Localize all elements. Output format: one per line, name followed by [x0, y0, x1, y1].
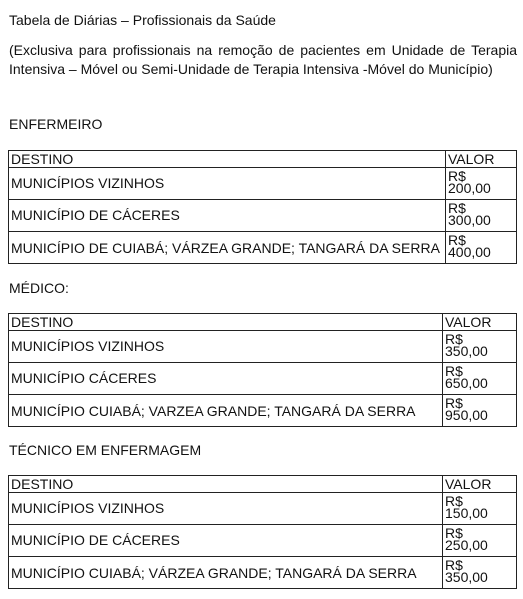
- valor-currency: R$: [445, 493, 463, 509]
- valor-cell: [446, 168, 517, 200]
- rate-table-enfermeiro: [8, 150, 517, 264]
- valor-cell: [446, 200, 517, 232]
- destino-cell: MUNICÍPIO DE CÁCERES: [9, 525, 443, 557]
- rate-table-tecnico-enfermagem: [8, 475, 517, 589]
- destino-cell: MUNICÍPIO CUIABÁ; VÁRZEA GRANDE; TANGARÁ DA SERRA: [9, 557, 443, 589]
- valor-amount: 200,00: [448, 180, 491, 196]
- valor-cell: [443, 557, 517, 589]
- valor-amount: 250,00: [445, 537, 488, 553]
- table-header-row: [9, 151, 517, 168]
- valor-amount: 300,00: [448, 212, 491, 228]
- section-heading-enfermeiro: ENFERMEIRO: [9, 116, 103, 132]
- rate-table-medico: [8, 313, 517, 427]
- column-header-destino: DESTINO: [9, 151, 446, 168]
- valor-amount: 650,00: [445, 375, 488, 391]
- valor-currency: R$: [445, 395, 463, 411]
- destino-cell: MUNICÍPIO DE CÁCERES: [9, 200, 446, 232]
- table-row: [9, 557, 517, 589]
- valor-cell: [443, 363, 517, 395]
- valor-amount: 950,00: [445, 407, 488, 423]
- section-heading-tecnico-enfermagem: TÉCNICO EM ENFERMAGEM: [9, 442, 202, 458]
- valor-currency: R$: [445, 557, 463, 573]
- valor-currency: R$: [448, 168, 466, 184]
- table-header-row: [9, 314, 517, 331]
- document-title: Tabela de Diárias – Profissionais da Saúde: [9, 12, 276, 28]
- valor-amount: 350,00: [445, 569, 488, 585]
- valor-amount: 350,00: [445, 343, 488, 359]
- valor-currency: R$: [445, 331, 463, 347]
- column-header-valor: VALOR: [443, 476, 517, 493]
- destino-cell: MUNICÍPIO CÁCERES: [9, 363, 443, 395]
- destino-cell: MUNICÍPIOS VIZINHOS: [9, 331, 443, 363]
- destino-cell: MUNICÍPIOS VIZINHOS: [9, 168, 446, 200]
- table-row: [9, 493, 517, 525]
- valor-cell: [443, 525, 517, 557]
- valor-currency: R$: [448, 232, 466, 248]
- destino-cell: MUNICÍPIO CUIABÁ; VARZEA GRANDE; TANGARÁ DA SERRA: [9, 395, 443, 427]
- column-header-destino: DESTINO: [9, 476, 443, 493]
- table-row: [9, 200, 517, 232]
- valor-cell: [443, 493, 517, 525]
- valor-amount: 400,00: [448, 244, 491, 260]
- valor-cell: [446, 232, 517, 264]
- valor-cell: [443, 331, 517, 363]
- valor-currency: R$: [445, 525, 463, 541]
- column-header-valor: VALOR: [446, 151, 517, 168]
- table-header-row: [9, 476, 517, 493]
- valor-amount: 150,00: [445, 505, 488, 521]
- table-row: [9, 168, 517, 200]
- document-subtitle: (Exclusiva para profissionais na remoção de pacientes em Unidade de Terapia Intensiva – Móvel ou Semi-Unidade de Terapia Intensiva -Móvel do Município): [9, 42, 517, 77]
- table-row: [9, 363, 517, 395]
- table-row: [9, 395, 517, 427]
- table-row: [9, 232, 517, 264]
- valor-cell: [443, 395, 517, 427]
- section-heading-medico: MÉDICO:: [9, 280, 69, 296]
- destino-cell: MUNICÍPIO DE CUIABÁ; VÁRZEA GRANDE; TANGARÁ DA SERRA: [9, 232, 446, 264]
- destino-cell: MUNICÍPIOS VIZINHOS: [9, 493, 443, 525]
- table-row: [9, 525, 517, 557]
- column-header-destino: DESTINO: [9, 314, 443, 331]
- table-row: [9, 331, 517, 363]
- valor-currency: R$: [445, 363, 463, 379]
- column-header-valor: VALOR: [443, 314, 517, 331]
- valor-currency: R$: [448, 200, 466, 216]
